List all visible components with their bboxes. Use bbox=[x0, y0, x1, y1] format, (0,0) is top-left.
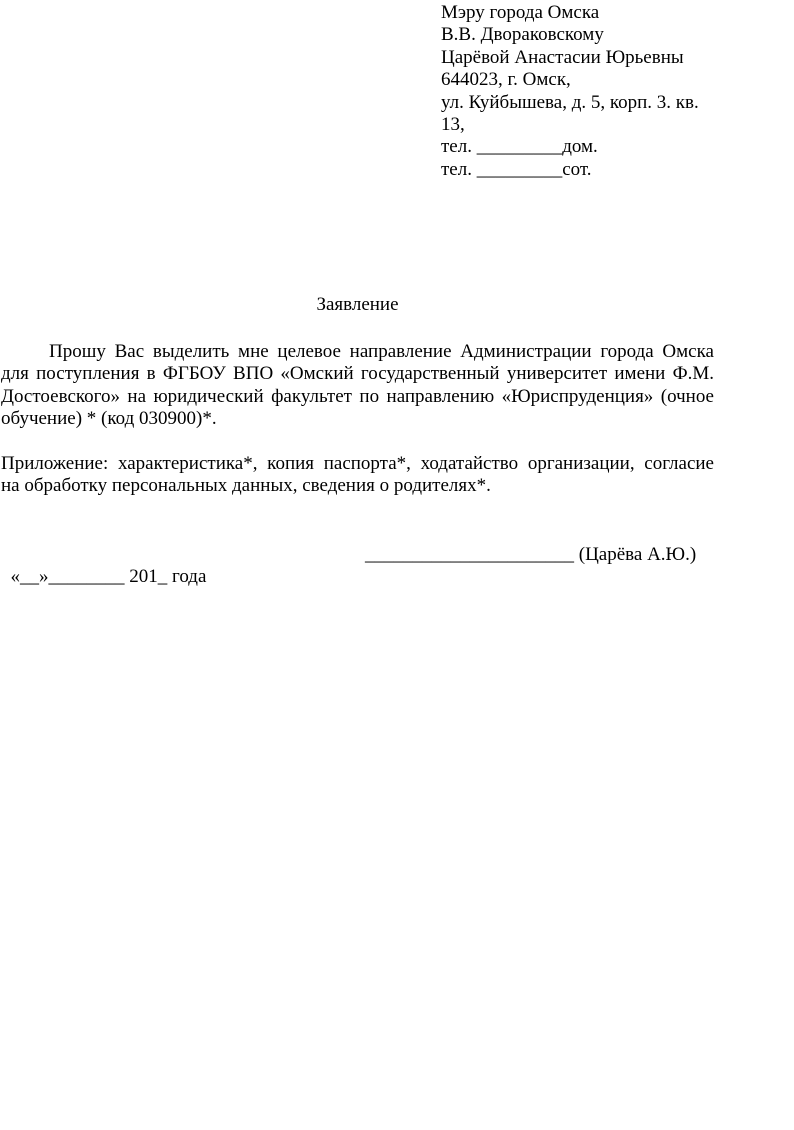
attachment-paragraph bbox=[1, 453, 714, 498]
signature-row bbox=[1, 544, 721, 611]
paragraph-line: для поступления в ФГБОУ ВПО «Омский государственный университет имени Ф.М. bbox=[1, 363, 714, 385]
paragraph-line: Приложение: характеристика*, копия паспорта*, ходатайство организации, согласие bbox=[1, 453, 714, 474]
recipient-line: В.В. Двораковскому bbox=[441, 24, 604, 46]
date-field: «__»________ 201_ года bbox=[10, 566, 207, 588]
home-phone: тел. _________дом. bbox=[441, 136, 598, 158]
paragraph-line: Прошу Вас выделить мне целевое направление Администрации города Омска bbox=[49, 341, 714, 362]
sender-address: 13, bbox=[441, 114, 465, 136]
sender-name: Царёвой Анастасии Юрьевны bbox=[441, 46, 684, 68]
sender-address: 644023, г. Омск, bbox=[441, 69, 571, 91]
mobile-phone: тел. _________сот. bbox=[441, 158, 592, 180]
sender-address: ул. Куйбышева, д. 5, корп. 3. кв. bbox=[441, 91, 699, 113]
signature-field: ______________________ (Царёва А.Ю.) bbox=[365, 544, 697, 565]
request-paragraph bbox=[1, 341, 714, 431]
paragraph-line: Достоевского» на юридический факультет по направлению «Юриспруденция» (очное bbox=[1, 385, 714, 407]
recipient-block bbox=[441, 2, 741, 181]
recipient-line: Мэру города Омска bbox=[441, 2, 600, 23]
paragraph-line: обучение) * (код 030900)*. bbox=[1, 408, 217, 430]
paragraph-line: на обработку персональных данных, сведения о родителях*. bbox=[1, 475, 491, 497]
document-title: Заявление bbox=[316, 294, 399, 315]
